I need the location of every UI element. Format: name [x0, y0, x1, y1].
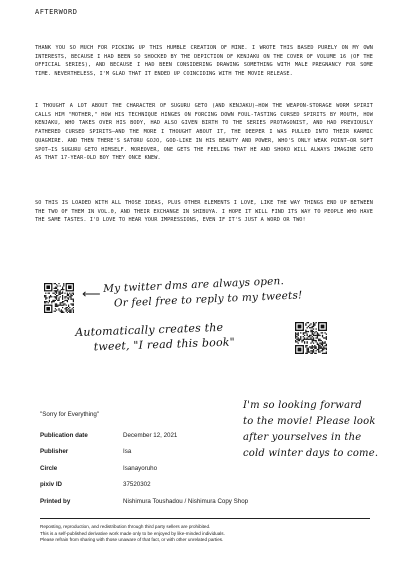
afterword-paragraph-1: THANK YOU SO MUCH FOR PICKING UP THIS HUMBLE CREATION OF MINE. I WROTE THIS BASED PURELY ON MY OWN INTERESTS, BECAUSE I HAD BEEN SO SHOCKED BY THE DEPICTION OF KENJAKU ON THE COVER OF VOLUME 16 (OF THE OFFICIAL SERIES), AND BECAUSE I HAD BEEN CONSIDERING DRAWING SOMETHING WITH MALE PREGNANCY FOR SOME TIME. NEVERTHELESS, I'M GLAD THAT IT ENDED UP COINCIDING WITH THE MOVIE RELEASE.: [35, 45, 373, 78]
colophon-label: pixiv ID: [40, 481, 63, 489]
read-tweet-qr-code[interactable]: [295, 322, 327, 354]
colophon-value: Isa: [123, 448, 132, 456]
colophon-label: Publisher: [40, 448, 69, 456]
colophon-value: 37520302: [123, 481, 151, 489]
colophon-value: December 12, 2021: [123, 431, 178, 439]
afterword-heading: AFTERWORD: [35, 8, 78, 16]
legal-notice-line-2: This is a self-published derivative work made only to be enjoyed by like-minded individuals.: [40, 530, 225, 536]
twitter-note-line-1: My twitter dms are always open.: [103, 275, 285, 295]
movie-note-line-2: to the movie! Please look: [243, 416, 376, 427]
afterword-paragraph-3: SO THIS IS LOADED WITH ALL THOSE IDEAS, PLUS OTHER ELEMENTS I LOVE, LIKE THE WAY THINGS END UP BETWEEN THE TWO OF THEM IN VOL.0, AND THEIR EXCHANGE IN SHIBUYA. I HOPE IT WILL FIND ITS WAY TO PEOPLE WHO HAVE THE SAME TASTES. I'D LOVE TO HEAR YOUR IMPRESSIONS, EVEN IF IT'S JUST A WORD OR TWO!: [35, 200, 373, 224]
arrow-left-icon: ⟵: [82, 286, 101, 301]
colophon-value: Isanayoruho: [123, 464, 158, 472]
twitter-note: [103, 269, 394, 312]
colophon-label: Printed by: [40, 497, 71, 505]
afterword-paragraph-2: I THOUGHT A LOT ABOUT THE CHARACTER OF SUGURU GETO (AND KENJAKU)—HOW THE WEAPON-STORAGE WORM SPIRIT CALLS HIM "MOTHER," HOW HIS TECHNIQUE HINGES ON FORCING DOWN FOUL-TASTING CURSED SPIRITS BY MOUTH, HOW KENJAKU, WHO TAKES OVER HIS BODY, HAD ALSO GIVEN BIRTH TO THE SERIES PROTAGONIST, AND HAD PREVIOUSLY FATHERED CURSED SPIRITS—AND THE MORE I THOUGHT ABOUT IT, THE DEEPER I WAS PULLED INTO THEIR KARMIC QUAGMIRE. AND THEN THERE'S SATORU GOJO, GOD-LIKE IN HIS BEAUTY AND POWER, WHO'S ONLY WEAK POINT—OR SOFT SPOT—IS SUGURU GETO HIMSELF. MOREOVER, ONE GETS THE FEELING THAT HE AND SHOKO WILL ALWAYS IMAGINE GETO AS THAT 17-YEAR-OLD BOY THEY ONCE KNEW.: [35, 103, 373, 162]
colophon-label: Publication date: [40, 431, 88, 439]
colophon-value: Nishimura Toushadou / Nishimura Copy Shop: [123, 497, 249, 505]
legal-notice-line-3: Please refrain from sharing with those unaware of that fact, or with other unrelated parties.: [40, 537, 224, 542]
colophon-row-printed-by: [40, 493, 290, 510]
legal-notice-line-1: Reposting, reproduction, and redistribution through third party sellers are prohibited.: [40, 524, 211, 529]
movie-note-line-4: cold winter days to come.: [243, 448, 379, 459]
colophon-label: Circle: [40, 464, 58, 472]
movie-note-line-1: I'm so looking forward: [243, 400, 362, 411]
colophon-row-pixiv-id: [40, 477, 290, 494]
auto-tweet-note: [75, 318, 286, 355]
twitter-qr-code[interactable]: [44, 283, 74, 313]
auto-tweet-note-line-1: Automatically creates the: [75, 320, 224, 339]
twitter-note-line-2: Or feel free to reply to my tweets!: [113, 289, 303, 310]
movie-note: [243, 398, 393, 462]
colophon-row-circle: [40, 460, 290, 477]
book-title: "Sorry for Everything": [40, 411, 100, 418]
legal-notice: [40, 518, 370, 544]
auto-tweet-note-line-2: tweet, "I read this book": [93, 335, 236, 354]
movie-note-line-3: after yourselves in the: [243, 432, 362, 443]
